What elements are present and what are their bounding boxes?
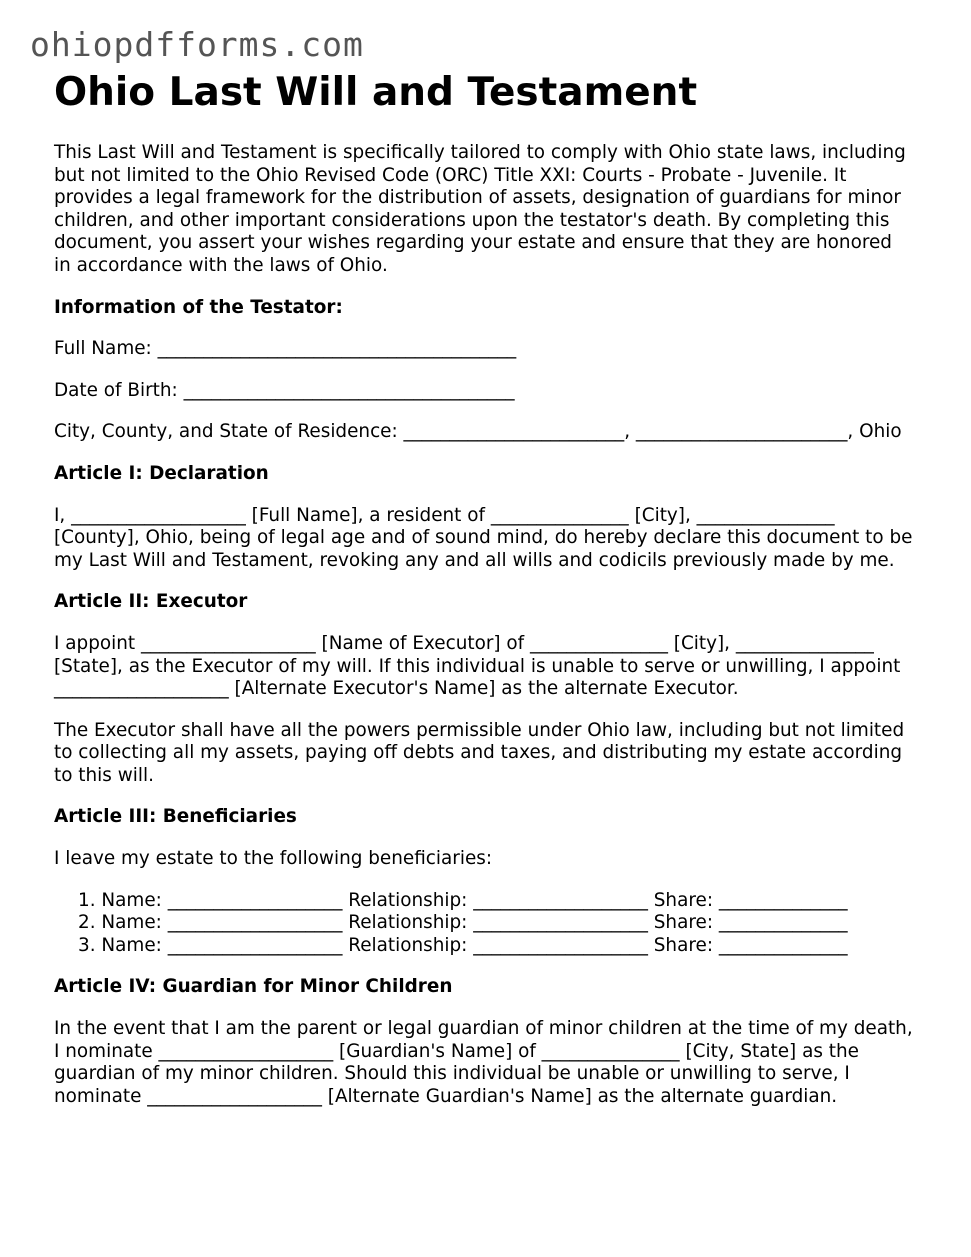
article-2-powers-text: The Executor shall have all the powers permissible under Ohio law, including but not limited to collecting all my assets, paying off debts and taxes, and distributing my estate according to this will. <box>54 719 905 786</box>
beneficiary-text: Name: ___________________ Relationship: ___________________ Share: ______________ <box>101 912 848 934</box>
article-2-text: I appoint ___________________ [Name of Executor] of _______________ [City], _______________ [State], as the Executor of my will. If this individual is unable to serve or unwilling, I appoint ___________________ [Alternate Executor's Name] as the alternate Executor. <box>54 632 901 700</box>
list-item[interactable] <box>78 890 914 913</box>
testator-heading: Information of the Testator: <box>54 296 343 318</box>
full-name-field[interactable]: Full Name: _______________________________________ <box>54 338 517 360</box>
date-of-birth-field[interactable]: Date of Birth: ____________________________________ <box>54 379 515 401</box>
watermark: ohiopdfforms.com <box>30 25 364 64</box>
list-number: 3. <box>78 934 96 956</box>
beneficiary-text: Name: ___________________ Relationship: ___________________ Share: ______________ <box>101 889 848 911</box>
beneficiaries-list <box>54 890 914 958</box>
residence-field[interactable]: City, County, and State of Residence: ________________________, _______________________, Ohio <box>54 421 902 443</box>
article-3-intro: I leave my estate to the following beneficiaries: <box>54 848 493 870</box>
intro-paragraph: This Last Will and Testament is specifically tailored to comply with Ohio state laws, including but not limited to the Ohio Revised Code (ORC) Title XXI: Courts - Probate - Juvenile. It provides a legal framework for the distribution of assets, designation of guardians for minor children, and other important considerations upon the testator's death. By completing this document, you assert your wishes regarding your estate and ensure that they are honored in accordance with the laws of Ohio. <box>54 142 906 276</box>
article-2-heading: Article II: Executor <box>54 591 248 613</box>
article-1-heading: Article I: Declaration <box>54 462 269 484</box>
article-4-heading: Article IV: Guardian for Minor Children <box>54 976 453 998</box>
list-number: 1. <box>78 889 96 911</box>
list-item[interactable] <box>78 935 914 958</box>
article-4-text: In the event that I am the parent or legal guardian of minor children at the time of my death, I nominate ___________________ [Guardian's Name] of _______________ [City, State] as the guardian of my minor children. Should this individual be unable or unwilling to serve, I nominate ___________________ [Alternate Guardian's Name] as the alternate guardian. <box>54 1018 913 1107</box>
list-item[interactable] <box>78 912 914 935</box>
page-title: Ohio Last Will and Testament <box>54 70 698 115</box>
document-page <box>54 72 914 1127</box>
beneficiary-text: Name: ___________________ Relationship: ___________________ Share: ______________ <box>101 934 848 956</box>
article-3-heading: Article III: Beneficiaries <box>54 806 297 828</box>
list-number: 2. <box>78 912 96 934</box>
article-1-text: I, ___________________ [Full Name], a resident of _______________ [City], _______________ [County], Ohio, being of legal age and of sound mind, do hereby declare this document to be my Last Will and Testament, revoking any and all wills and codicils previously made by me. <box>54 504 913 571</box>
